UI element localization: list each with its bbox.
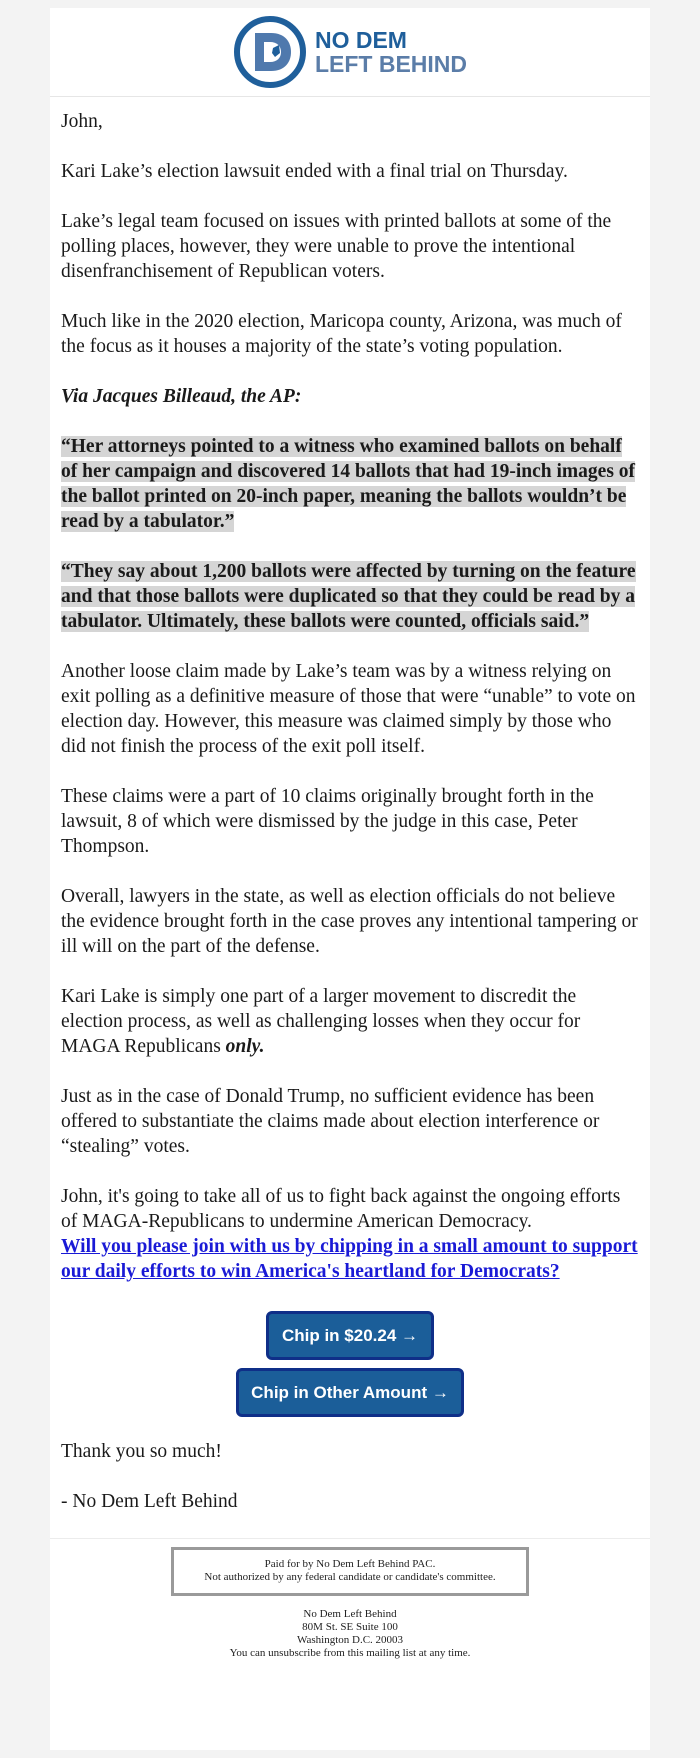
- disclaimer-box: [171, 1547, 529, 1596]
- quote-2-text: “They say about 1,200 ballots were affected by turning on the feature and that those ballots were duplicated so that they could be read by a tabulator. Ultimately, these ballots were counted, officials said.”: [61, 561, 636, 632]
- emphasis-only: only.: [225, 1036, 265, 1057]
- thank-you: Thank you so much!: [61, 1441, 222, 1462]
- button-row-1: [61, 1284, 639, 1360]
- greeting: John,: [61, 111, 103, 132]
- city-address: Washington D.C. 20003: [296, 1634, 404, 1646]
- brand-name-line1: NO DEM: [314, 27, 407, 53]
- paid-for-text: Paid for by No Dem Left Behind PAC.: [264, 1558, 436, 1570]
- brand-name-line2: LEFT BEHIND: [314, 51, 468, 77]
- quote-1-text: “Her attorneys pointed to a witness who examined ballots on behalf of her campaign and discovered 14 ballots that had 19-inch images of the ballot printed on 20-inch paper, meaning the ballots wouldn’t be read by a tabulator.”: [61, 436, 636, 532]
- paragraph-lawyers: Overall, lawyers in the state, as well as election officials do not believe the evidence brought forth in the case proves any intentional tampering or ill will on the part of the defense.: [61, 886, 638, 957]
- not-authorized-text: Not authorized by any federal candidate or candidate's committee.: [204, 1571, 496, 1583]
- paragraph-larger-movement: [61, 984, 639, 1059]
- larger-movement-text: Kari Lake is simply one part of a larger movement to discredit the election process, as well as challenging losses when they occur for MAGA Republicans: [61, 986, 581, 1057]
- highlighted-quote-2: [61, 559, 639, 634]
- email-body: [50, 109, 650, 1514]
- brand-name: [315, 28, 467, 76]
- signoff: - No Dem Left Behind: [61, 1491, 238, 1512]
- email-container: [50, 8, 650, 1750]
- paragraph-call-to-action: [61, 1184, 639, 1284]
- paragraph-donald-trump: Just as in the case of Donald Trump, no sufficient evidence has been offered to substantiate the claims made about election interference or “stealing” votes.: [61, 1086, 600, 1157]
- email-header: [50, 8, 650, 97]
- source-attribution: Via Jacques Billeaud, the AP:: [61, 386, 302, 407]
- street-address: 80M St. SE Suite 100: [302, 1621, 398, 1633]
- paragraph-claims-dismissed: These claims were a part of 10 claims originally brought forth in the lawsuit, 8 of which were dismissed by the judge in this case, Peter Thompson.: [61, 786, 594, 857]
- highlighted-quote-1: [61, 434, 639, 534]
- org-name: No Dem Left Behind: [303, 1608, 397, 1620]
- email-footer: [50, 1538, 650, 1660]
- paragraph-legal-team: Lake’s legal team focused on issues with printed ballots at some of the polling places, however, they were unable to prove the intentional disenfranchisement of Republican voters.: [61, 211, 612, 282]
- chip-in-other-amount-button[interactable]: Chip in Other Amount →: [236, 1368, 464, 1417]
- paragraph-maricopa: Much like in the 2020 election, Maricopa county, Arizona, was much of the focus as it houses a majority of the state’s voting population.: [61, 311, 622, 357]
- donate-link[interactable]: Will you please join with us by chipping in a small amount to support our daily efforts to win America's heartland for Democrats?: [61, 1236, 638, 1282]
- paragraph-lawsuit-ended: Kari Lake’s election lawsuit ended with a final trial on Thursday.: [61, 161, 568, 182]
- brand-logo[interactable]: [233, 15, 467, 89]
- chip-in-2024-button[interactable]: Chip in $20.24 →: [266, 1311, 434, 1360]
- call-to-action-text: John, it's going to take all of us to fight back against the ongoing efforts of MAGA-Republicans to undermine American Democracy.: [61, 1186, 621, 1232]
- paragraph-exit-polling: Another loose claim made by Lake’s team was by a witness relying on exit polling as a definitive measure of those that were “unable” to vote on election day. However, this measure was claimed simply by those who did not finish the process of the exit poll itself.: [61, 661, 636, 757]
- unsubscribe-text[interactable]: You can unsubscribe from this mailing list at any time.: [229, 1647, 471, 1659]
- mailing-address: [50, 1608, 650, 1660]
- d-logo-icon: [233, 15, 307, 89]
- button-row-2: [61, 1360, 639, 1417]
